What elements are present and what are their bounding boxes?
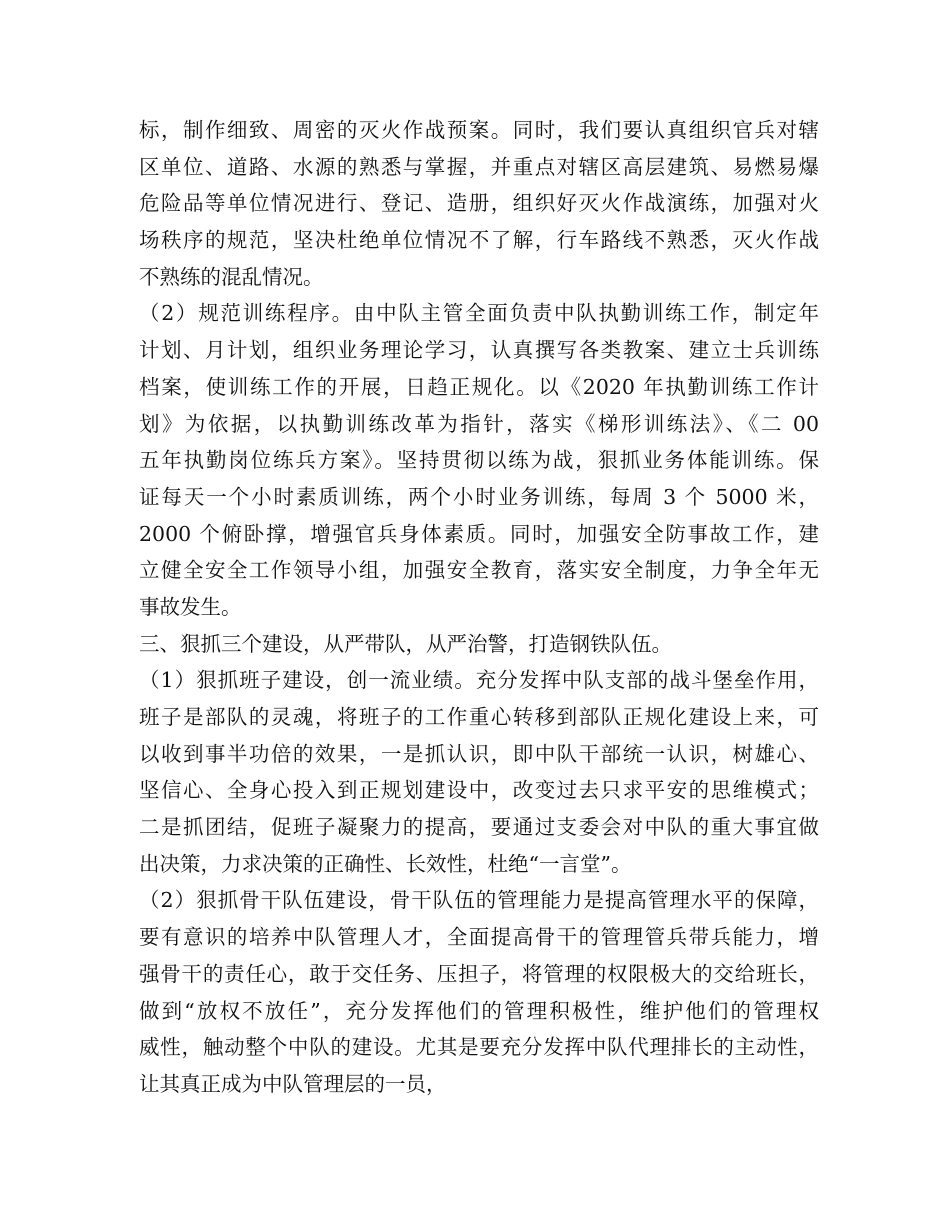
text-line: （2）规范训练程序。由中队主管全面负责中队执勤训练工作，制定年 (139, 301, 819, 326)
text-line: 做到“放权不放任”，充分发挥他们的管理积极性，维护他们的管理权 (139, 998, 819, 1023)
text-line: 计划、月计划，组织业务理论学习，认真撰写各类教案、建立士兵训练 (139, 338, 819, 363)
text-line: 三、狠抓三个建设，从严带队，从严治警，打造钢铁队伍。 (139, 631, 672, 656)
text-line: 以收到事半功倍的效果，一是抓认识，即中队干部统一认识，树雄心、 (139, 741, 819, 766)
text-line: 2000 个俯卧撑，增强官兵身体素质。同时，加强安全防事故工作，建 (139, 521, 819, 546)
text-line: 让其真正成为中队管理层的一员， (139, 1071, 447, 1096)
text-line: 划》为依据，以执勤训练改革为指针，落实《梯形训练法》、《二 00 (139, 411, 819, 436)
document-body (139, 112, 819, 1103)
text-line: 要有意识的培养中队管理人才，全面提高骨干的管理管兵带兵能力，增 (139, 925, 819, 950)
text-line: 场秩序的规范，坚决杜绝单位情况不了解，行车路线不熟悉，灭火作战 (139, 228, 819, 253)
text-line: 二是抓团结，促班子凝聚力的提高，要通过支委会对中队的重大事宜做 (139, 815, 819, 840)
text-line: 档案，使训练工作的开展，日趋正规化。以《2020 年执勤训练工作计 (139, 374, 819, 399)
text-line: 不熟练的混乱情况。 (139, 264, 324, 289)
text-line: 五年执勤岗位练兵方案》。坚持贯彻以练为战，狠抓业务体能训练。保 (139, 448, 819, 473)
text-line: （1）狠抓班子建设，创一流业绩。充分发挥中队支部的战斗堡垒作用， (139, 668, 819, 693)
text-line: 证每天一个小时素质训练，两个小时业务训练，每周 3 个 5000 米， (139, 484, 819, 509)
text-line: （2）狠抓骨干队伍建设，骨干队伍的管理能力是提高管理水平的保障， (139, 888, 819, 913)
text-line: 威性，触动整个中队的建设。尤其是要充分发挥中队代理排长的主动性， (139, 1035, 819, 1060)
text-line: 出决策，力求决策的正确性、长效性，杜绝“一言堂”。 (139, 851, 632, 876)
text-line: 班子是部队的灵魂，将班子的工作重心转移到部队正规化建设上来，可 (139, 705, 819, 729)
text-line: 危险品等单位情况进行、登记、造册，组织好灭火作战演练，加强对火 (139, 191, 819, 216)
text-line: 标，制作细致、周密的灭火作战预案。同时，我们要认真组织官兵对辖 (139, 118, 819, 142)
text-line: 立健全安全工作领导小组，加强安全教育，落实安全制度，力争全年无 (139, 558, 819, 583)
text-line: 区单位、道路、水源的熟悉与掌握，并重点对辖区高层建筑、易燃易爆 (139, 154, 819, 179)
text-line: 强骨干的责任心，敢于交任务、压担子，将管理的权限极大的交给班长， (139, 961, 819, 986)
text-line: 坚信心、全身心投入到正规划建设中，改变过去只求平安的思维模式； (139, 778, 819, 803)
text-line: 事故发生。 (139, 594, 242, 619)
